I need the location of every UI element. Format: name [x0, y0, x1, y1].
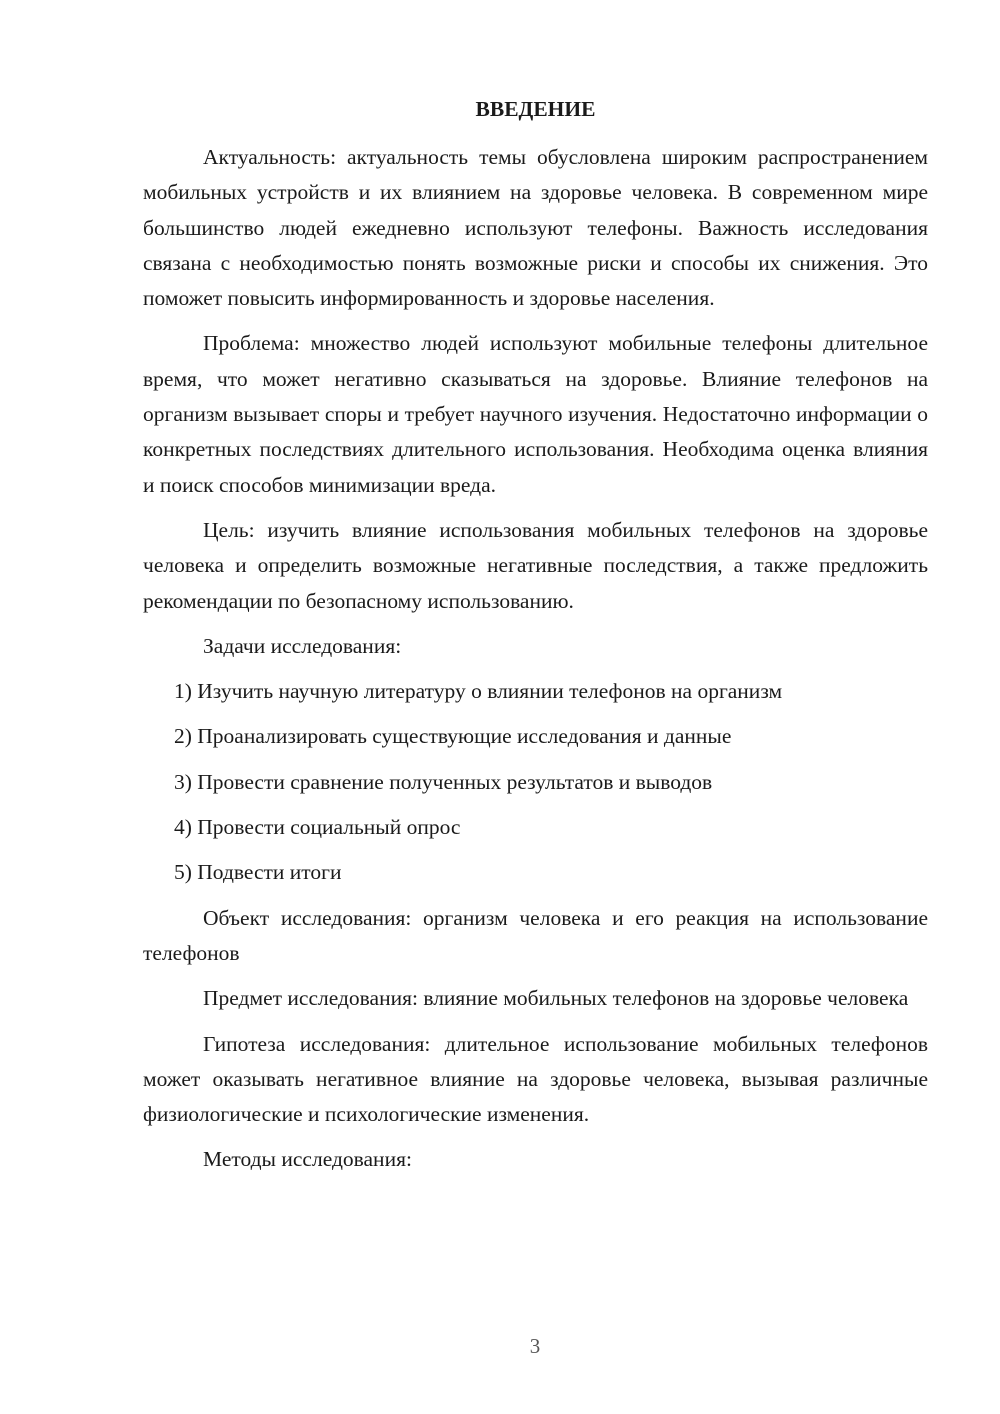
task-item-4: 4) Провести социальный опрос — [174, 815, 461, 840]
page-number: 3 — [529, 1334, 541, 1358]
paragraph-relevance: Актуальность: актуальность темы обусловлена широким распространением мобильных устройств и их влиянием на здоровье человека. В современном мире большинство людей ежедневно используют телефоны. Важность исследования связана с необходимостью понять возможные риски и способы их снижения. Это поможет повысить информированность и здоровье населения. — [143, 145, 928, 311]
task-item-5: 5) Подвести итоги — [174, 860, 342, 885]
paragraph-subject: Предмет исследования: влияние мобильных телефонов на здоровье человека — [203, 986, 909, 1011]
paragraph-object: Объект исследования: организм человека и его реакция на использование телефонов — [143, 905, 928, 965]
tasks-heading: Задачи исследования: — [203, 633, 402, 658]
paragraph-goal: Цель: изучить влияние использования мобильных телефонов на здоровье человека и определить возможные негативные последствия, а также предложить рекомендации по безопасному использованию. — [143, 517, 928, 613]
task-item-1: 1) Изучить научную литературу о влиянии телефонов на организм — [174, 679, 783, 704]
task-item-2: 2) Проанализировать существующие исследования и данные — [174, 724, 732, 749]
task-item-3: 3) Провести сравнение полученных результатов и выводов — [174, 769, 713, 794]
paragraph-problem: Проблема: множество людей используют мобильные телефоны длительное время, что может негативно сказываться на здоровье. Влияние телефонов на организм вызывает споры и требует научного изучения. Недостаточно информации о конкретных последствиях длительного использования. Необходима оценка влияния и поиск способов минимизации вреда. — [143, 331, 928, 497]
tasks-list — [143, 674, 928, 890]
page-content — [143, 92, 928, 1188]
section-title: ВВЕДЕНИЕ — [475, 97, 596, 121]
paragraph-methods: Методы исследования: — [203, 1147, 412, 1172]
paragraph-hypothesis: Гипотеза исследования: длительное использование мобильных телефонов может оказывать негативное влияние на здоровье человека, вызывая различные физиологические и психологические изменения. — [143, 1031, 928, 1127]
